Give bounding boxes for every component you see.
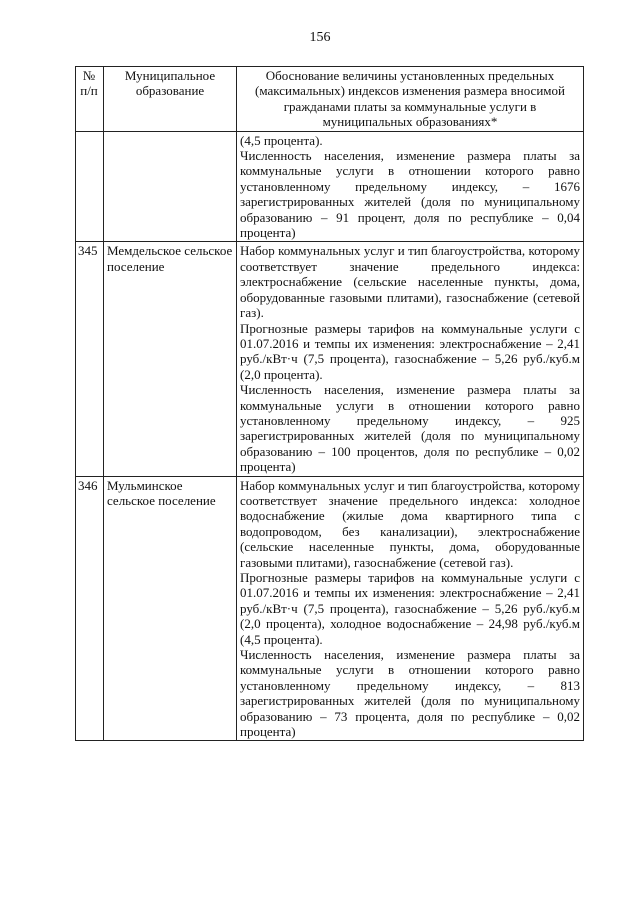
municipal-index-table xyxy=(75,66,584,741)
row-justification xyxy=(237,476,584,741)
justification-paragraph: Прогнозные размеры тарифов на коммунальные услуги с 01.07.2016 и темпы их изменения: электроснабжение – 2,41 руб./кВт·ч (7,5 процента), газоснабжение – 5,26 руб./куб.м (2,0 процента), холодное водоснабжение – 24,98 руб./куб.м (4,5 процента). xyxy=(240,570,580,647)
row-justification xyxy=(237,242,584,476)
justification-paragraph: Численность населения, изменение размера платы за коммунальные услуги в отношении которого равно установленному предельному индексу, – 813 зарегистрированных жителей (доля по муниципальному образованию – 73 процента, доля по республике – 0,02 процента) xyxy=(240,647,580,740)
justification-paragraph: (4,5 процента). xyxy=(240,132,323,148)
justification-paragraph: Прогнозные размеры тарифов на коммунальные услуги с 01.07.2016 и темпы их изменения: электроснабжение – 2,41 руб./кВт·ч (7,5 процента), газоснабжение – 5,26 руб./куб.м (2,0 процента). xyxy=(240,320,580,382)
justification-paragraph: Набор коммунальных услуг и тип благоустройства, которому соответствует значение предельного индекса: холодное водоснабжение (жилые дома квартирного типа с водопроводом, без канализации), электроснабжение (сельские населенные пункты, дома, оборудованные газовыми плитами), газоснабжение (сетевой газ). xyxy=(240,477,580,570)
page-number: 156 xyxy=(309,30,331,45)
row-municipality: Мемдельское сельское поселение xyxy=(104,242,237,476)
row-number: 345 xyxy=(76,242,104,476)
table-row xyxy=(76,131,584,242)
row-justification xyxy=(237,131,584,242)
row-number: 346 xyxy=(76,476,104,741)
header-municipality: Муниципальное образование xyxy=(104,67,237,132)
table-row xyxy=(76,242,584,476)
table-row xyxy=(76,476,584,741)
row-number xyxy=(76,131,104,242)
row-municipality: Мульминское сельское поселение xyxy=(104,476,237,741)
justification-paragraph: Набор коммунальных услуг и тип благоустройства, которому соответствует значение предельного индекса: электроснабжение (сельские населенные пункты, дома, оборудованные газовыми плитами), газоснабжение (сетевой газ). xyxy=(240,243,580,321)
header-num: № п/п xyxy=(76,67,104,132)
justification-paragraph: Численность населения, изменение размера платы за коммунальные услуги в отношении которого равно установленному предельному индексу, – 1676 зарегистрированных жителей (доля по муниципальному образованию – 91 процент, доля по республике – 0,04 процента) xyxy=(240,148,580,241)
table-header-row xyxy=(76,67,584,132)
justification-paragraph: Численность населения, изменение размера платы за коммунальные услуги в отношении которого равно установленному предельному индексу, – 925 зарегистрированных жителей (доля по муниципальному образованию – 100 процентов, доля по республике – 0,02 процента) xyxy=(240,382,580,475)
row-municipality xyxy=(104,131,237,242)
header-justification: Обоснование величины установленных предельных (максимальных) индексов изменения размера вносимой гражданами платы за коммунальные услуги в муниципальных образованиях* xyxy=(237,67,584,132)
